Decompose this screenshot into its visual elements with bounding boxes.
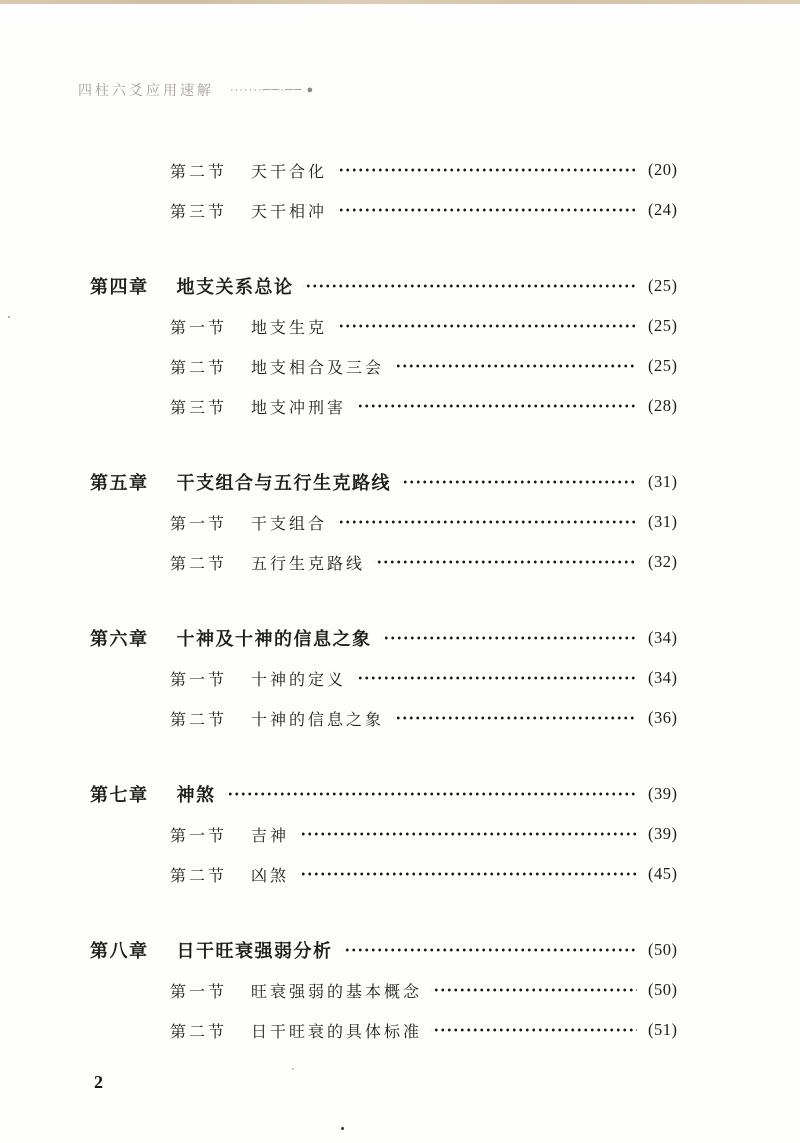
toc-section-entry — [0, 150, 800, 190]
toc-entry-label: 第一节 — [170, 515, 228, 533]
dot-leader — [298, 854, 637, 894]
toc-entry-title: 地支冲刑害 — [251, 399, 347, 417]
dot-leader — [303, 266, 638, 306]
toc-section-entry — [0, 386, 800, 426]
toc-entry-title: 五行生克路线 — [251, 555, 366, 573]
toc-entry-label: 第二节 — [170, 1023, 228, 1041]
toc-entry-title: 凶煞 — [251, 867, 290, 885]
toc-entry-title: 地支生克 — [251, 319, 328, 337]
toc-group — [0, 930, 800, 1050]
toc-chapter-entry — [0, 618, 800, 658]
toc-entry-page-number: (39) — [648, 784, 678, 803]
toc-section-entry — [0, 658, 800, 698]
dot-leader — [374, 542, 637, 582]
toc-entry-page-number: (20) — [648, 160, 678, 179]
toc-section-entry — [0, 190, 800, 230]
toc-entry-label: 第二节 — [170, 359, 228, 377]
scan-speck — [8, 316, 10, 318]
dot-leader — [431, 970, 637, 1010]
scan-speck — [341, 1127, 344, 1130]
toc-section-entry — [0, 854, 800, 894]
toc-entry-label: 第一节 — [170, 827, 228, 845]
toc-entry-title: 十神的定义 — [251, 671, 347, 689]
toc-entry-title: 天干相冲 — [251, 203, 328, 221]
dot-leader — [355, 386, 637, 426]
toc-section-entry — [0, 814, 800, 854]
dot-leader — [336, 190, 637, 230]
scan-edge-artifact — [0, 0, 800, 4]
toc-entry-page-number: (24) — [648, 200, 678, 219]
toc-section-entry — [0, 502, 800, 542]
toc-entry-page-number: (34) — [648, 668, 678, 687]
toc-section-entry — [0, 542, 800, 582]
dot-leader — [336, 502, 637, 542]
toc-entry-title: 旺衰强弱的基本概念 — [251, 983, 423, 1001]
toc-entry-title: 天干合化 — [251, 163, 328, 181]
toc-chapter-entry — [0, 462, 800, 502]
toc-section-entry — [0, 306, 800, 346]
toc-entry-title: 吉神 — [251, 827, 290, 845]
toc-entry-label: 第六章 — [90, 629, 149, 649]
running-header — [78, 80, 314, 100]
toc-entry-page-number: (28) — [648, 396, 678, 415]
dot-leader — [336, 150, 637, 190]
toc-entry-page-number: (50) — [648, 980, 678, 999]
toc-entry-page-number: (31) — [648, 512, 678, 531]
toc-entry-page-number: (25) — [648, 316, 678, 335]
toc-group — [0, 618, 800, 738]
toc-entry-label: 第二节 — [170, 867, 228, 885]
scan-speck — [292, 1068, 294, 1070]
toc-entry-title: 日干旺衰强弱分析 — [176, 941, 333, 961]
toc-entry-title: 地支关系总论 — [176, 277, 294, 297]
toc-entry-page-number: (25) — [648, 276, 678, 295]
dot-leader — [298, 814, 637, 854]
running-header-title: 四柱六爻应用速解 — [78, 82, 214, 98]
toc-entry-page-number: (45) — [648, 864, 678, 883]
toc-entry-label: 第二节 — [170, 163, 228, 181]
toc-group — [0, 774, 800, 894]
toc-group — [0, 266, 800, 426]
toc-entry-page-number: (36) — [648, 708, 678, 727]
toc-entry-label: 第八章 — [90, 941, 149, 961]
toc-entry-label: 第二节 — [170, 711, 228, 729]
toc-entry-page-number: (39) — [648, 824, 678, 843]
toc-section-entry — [0, 970, 800, 1010]
toc-entry-label: 第一节 — [170, 983, 228, 1001]
page-number: 2 — [94, 1072, 103, 1092]
toc-entry-label: 第一节 — [170, 671, 228, 689]
toc-entry-label: 第一节 — [170, 319, 228, 337]
toc-chapter-entry — [0, 774, 800, 814]
toc-entry-page-number: (25) — [648, 356, 678, 375]
dot-leader — [225, 774, 638, 814]
toc-entry-label: 第五章 — [90, 473, 149, 493]
running-header-ornament: ·······──·── ● — [230, 84, 315, 96]
toc-chapter-entry — [0, 930, 800, 970]
dot-leader — [355, 658, 637, 698]
toc-section-entry — [0, 346, 800, 386]
dot-leader — [393, 346, 637, 386]
toc-entry-page-number: (32) — [648, 552, 678, 571]
dot-leader — [342, 930, 638, 970]
toc-entry-label: 第四章 — [90, 277, 149, 297]
dot-leader — [400, 462, 637, 502]
toc-entry-title: 日干旺衰的具体标准 — [251, 1023, 423, 1041]
toc-group — [0, 150, 800, 230]
toc-entry-title: 地支相合及三会 — [251, 359, 385, 377]
toc-entry-page-number: (31) — [648, 472, 678, 491]
dot-leader — [381, 618, 638, 658]
toc-section-entry — [0, 698, 800, 738]
toc-entry-page-number: (50) — [648, 940, 678, 959]
toc-group — [0, 462, 800, 582]
table-of-contents — [0, 150, 800, 1086]
toc-section-entry — [0, 1010, 800, 1050]
toc-entry-label: 第七章 — [90, 785, 149, 805]
toc-entry-title: 干支组合 — [251, 515, 328, 533]
toc-entry-title: 十神的信息之象 — [251, 711, 385, 729]
dot-leader — [393, 698, 637, 738]
dot-leader — [431, 1010, 637, 1050]
toc-entry-label: 第三节 — [170, 203, 228, 221]
toc-entry-title: 神煞 — [176, 785, 216, 805]
toc-entry-title: 干支组合与五行生克路线 — [176, 473, 391, 493]
toc-entry-label: 第三节 — [170, 399, 228, 417]
toc-entry-label: 第二节 — [170, 555, 228, 573]
toc-entry-title: 十神及十神的信息之象 — [176, 629, 372, 649]
toc-entry-page-number: (34) — [648, 628, 678, 647]
toc-entry-page-number: (51) — [648, 1020, 678, 1039]
dot-leader — [336, 306, 637, 346]
toc-chapter-entry — [0, 266, 800, 306]
